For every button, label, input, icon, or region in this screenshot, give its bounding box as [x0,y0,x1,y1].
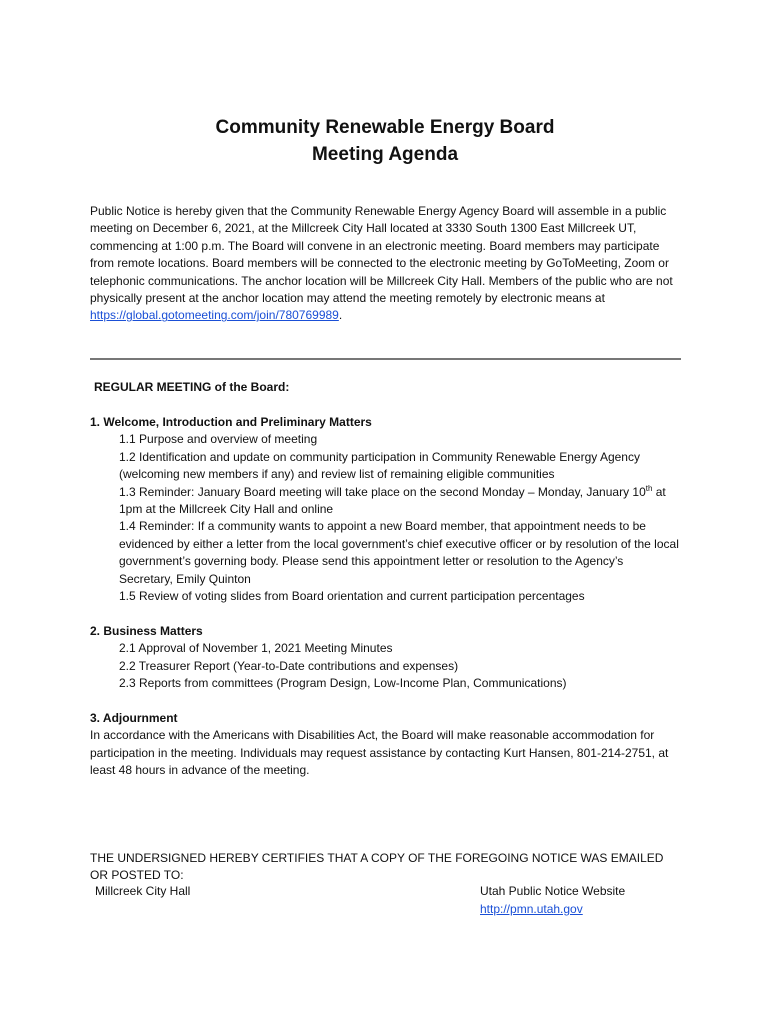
public-notice [90,203,680,325]
agenda-item: 1.1 Purpose and overview of meeting [119,432,318,447]
certification-text: THE UNDERSIGNED HEREBY CERTIFIES THAT A COPY OF THE FOREGOING NOTICE WAS EMAILED OR POSTED TO: [90,851,664,883]
section-heading: 2. Business Matters [90,624,203,638]
section-adjournment [90,710,680,780]
notice-end: . [338,308,343,323]
agenda-item [90,484,680,519]
divider [90,358,681,360]
section-welcome [90,414,680,605]
location-city-hall: Millcreek City Hall [95,884,191,898]
agenda-item: 1.2 Identification and update on community participation in Community Renewable Energy Agency (welcoming new members if any) and review list of remaining eligible communities [119,449,640,482]
notice-website-link[interactable]: http://pmn.utah.gov [480,902,583,916]
location-notice-website: Utah Public Notice Website [480,884,626,898]
section-heading: 1. Welcome, Introduction and Preliminary Matters [90,415,372,429]
ordinal-suffix: th [645,483,653,493]
agenda-item: 2.2 Treasurer Report (Year-to-Date contributions and expenses) [119,658,459,673]
section-heading: 3. Adjournment [90,711,178,725]
agenda-item: 2.1 Approval of November 1, 2021 Meeting Minutes [119,641,393,656]
regular-meeting-heading: REGULAR MEETING of the Board: [94,380,290,394]
title-line-1: Community Renewable Energy Board [215,117,555,138]
item-text: at 1pm at the Millcreek City Hall and online [119,484,666,517]
agenda-item: 2.3 Reports from committees (Program Design, Low-Income Plan, Communications) [119,676,567,691]
item-text: 1.3 Reminder: January Board meeting will take place on the second Monday – Monday, January 10 [119,484,646,499]
page-title [90,114,680,168]
agenda-item: 1.5 Review of voting slides from Board orientation and current participation percentages [119,589,585,604]
title-line-2: Meeting Agenda [311,144,459,165]
agenda-item: 1.4 Reminder: If a community wants to appoint a new Board member, that appointment needs to be evidenced by either a letter from the local government’s chief executive officer or by resolution of the local government’s governing body. Please send this appointment letter or resolution to the Agency’s Secretary, Emily Quinton [119,519,679,586]
notice-text: Public Notice is hereby given that the Community Renewable Energy Agency Board will assemble in a public meeting on December 6, 2021, at the Millcreek City Hall located at 3330 South 1300 East Millcreek UT, commencing at 1:00 p.m. The Board will convene in an electronic meeting. Board members may participate from remote locations. Board members will be connected to the electronic meeting by GoToMeeting, Zoom or telephonic communications. The anchor location will be Millcreek City Hall. Members of the public who are not physically present at the anchor location may attend the meeting remotely by electronic means at [90,204,673,306]
ada-notice: In accordance with the Americans with Disabilities Act, the Board will make reasonable accommodation for participation in the meeting. Individuals may request assistance by contacting Kurt Hansen, 801-214-2751, at least 48 hours in advance of the meeting. [90,728,669,778]
meeting-link[interactable]: https://global.gotomeeting.com/join/780769989 [90,308,339,323]
section-business [90,623,680,693]
